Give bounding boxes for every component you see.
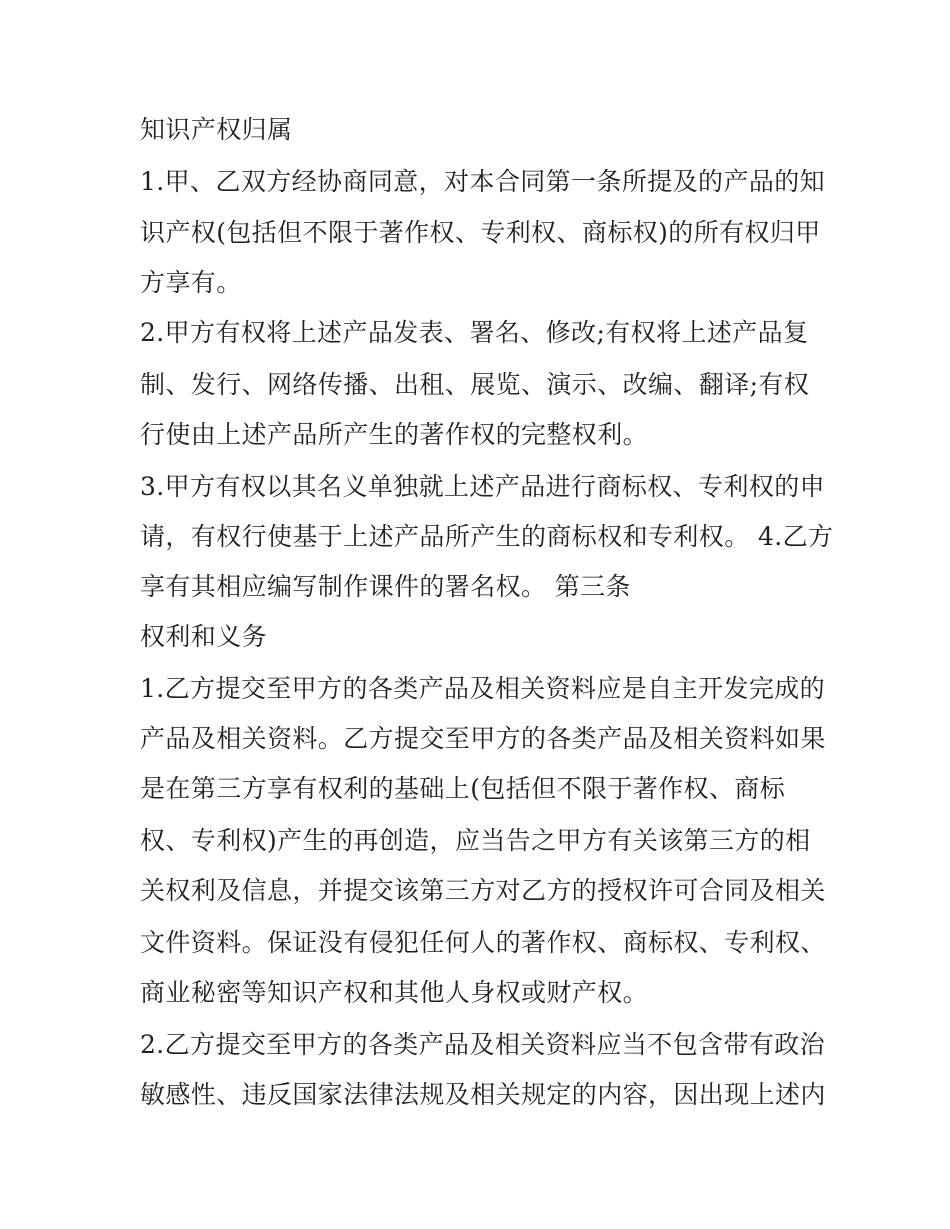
paragraph-line: 请，有权行使基于上述产品所产生的商标权和专利权。 4.乙方: [140, 522, 834, 551]
paragraph-line: 敏感性、违反国家法律法规及相关规定的内容，因出现上述内: [140, 1080, 826, 1109]
paragraph-line: 2.甲方有权将上述产品发表、署名、修改;有权将上述产品复: [140, 318, 809, 347]
paragraph-line: 商业秘密等知识产权和其他人身权或财产权。: [140, 978, 649, 1007]
paragraph-line: 识产权(包括但不限于著作权、专利权、商标权)的所有权归甲: [140, 218, 821, 247]
paragraph-line: 产品及相关资料。乙方提交至甲方的各类产品及相关资料如果: [140, 724, 826, 753]
paragraph-line: 制、发行、网络传播、出租、展览、演示、改编、翻译;有权: [140, 370, 810, 399]
paragraph-line: 2.乙方提交至甲方的各类产品及相关资料应当不包含带有政治: [140, 1030, 826, 1059]
paragraph-line: 是在第三方享有权利的基础上(包括但不限于著作权、商标: [140, 774, 786, 803]
paragraph-line: 方享有。: [140, 268, 242, 297]
section-heading-rights-obligations: 权利和义务: [140, 622, 268, 651]
paragraph-line: 享有其相应编写制作课件的署名权。 第三条: [140, 572, 631, 601]
paragraph-line: 文件资料。保证没有侵犯任何人的著作权、商标权、专利权、: [140, 928, 826, 957]
paragraph-line: 关权利及信息，并提交该第三方对乙方的授权许可合同及相关: [140, 876, 826, 905]
paragraph-line: 1.乙方提交至甲方的各类产品及相关资料应是自主开发完成的: [140, 674, 826, 703]
paragraph-line: 行使由上述产品所产生的著作权的完整权利。: [140, 420, 649, 449]
section-heading-ip-ownership: 知识产权归属: [140, 115, 293, 144]
paragraph-line: 权、专利权)产生的再创造，应当告之甲方有关该第三方的相: [140, 826, 811, 855]
paragraph-line: 3.甲方有权以其名义单独就上述产品进行商标权、专利权的申: [140, 472, 826, 501]
paragraph-line: 1.甲、乙双方经协商同意，对本合同第一条所提及的产品的知: [140, 167, 826, 196]
